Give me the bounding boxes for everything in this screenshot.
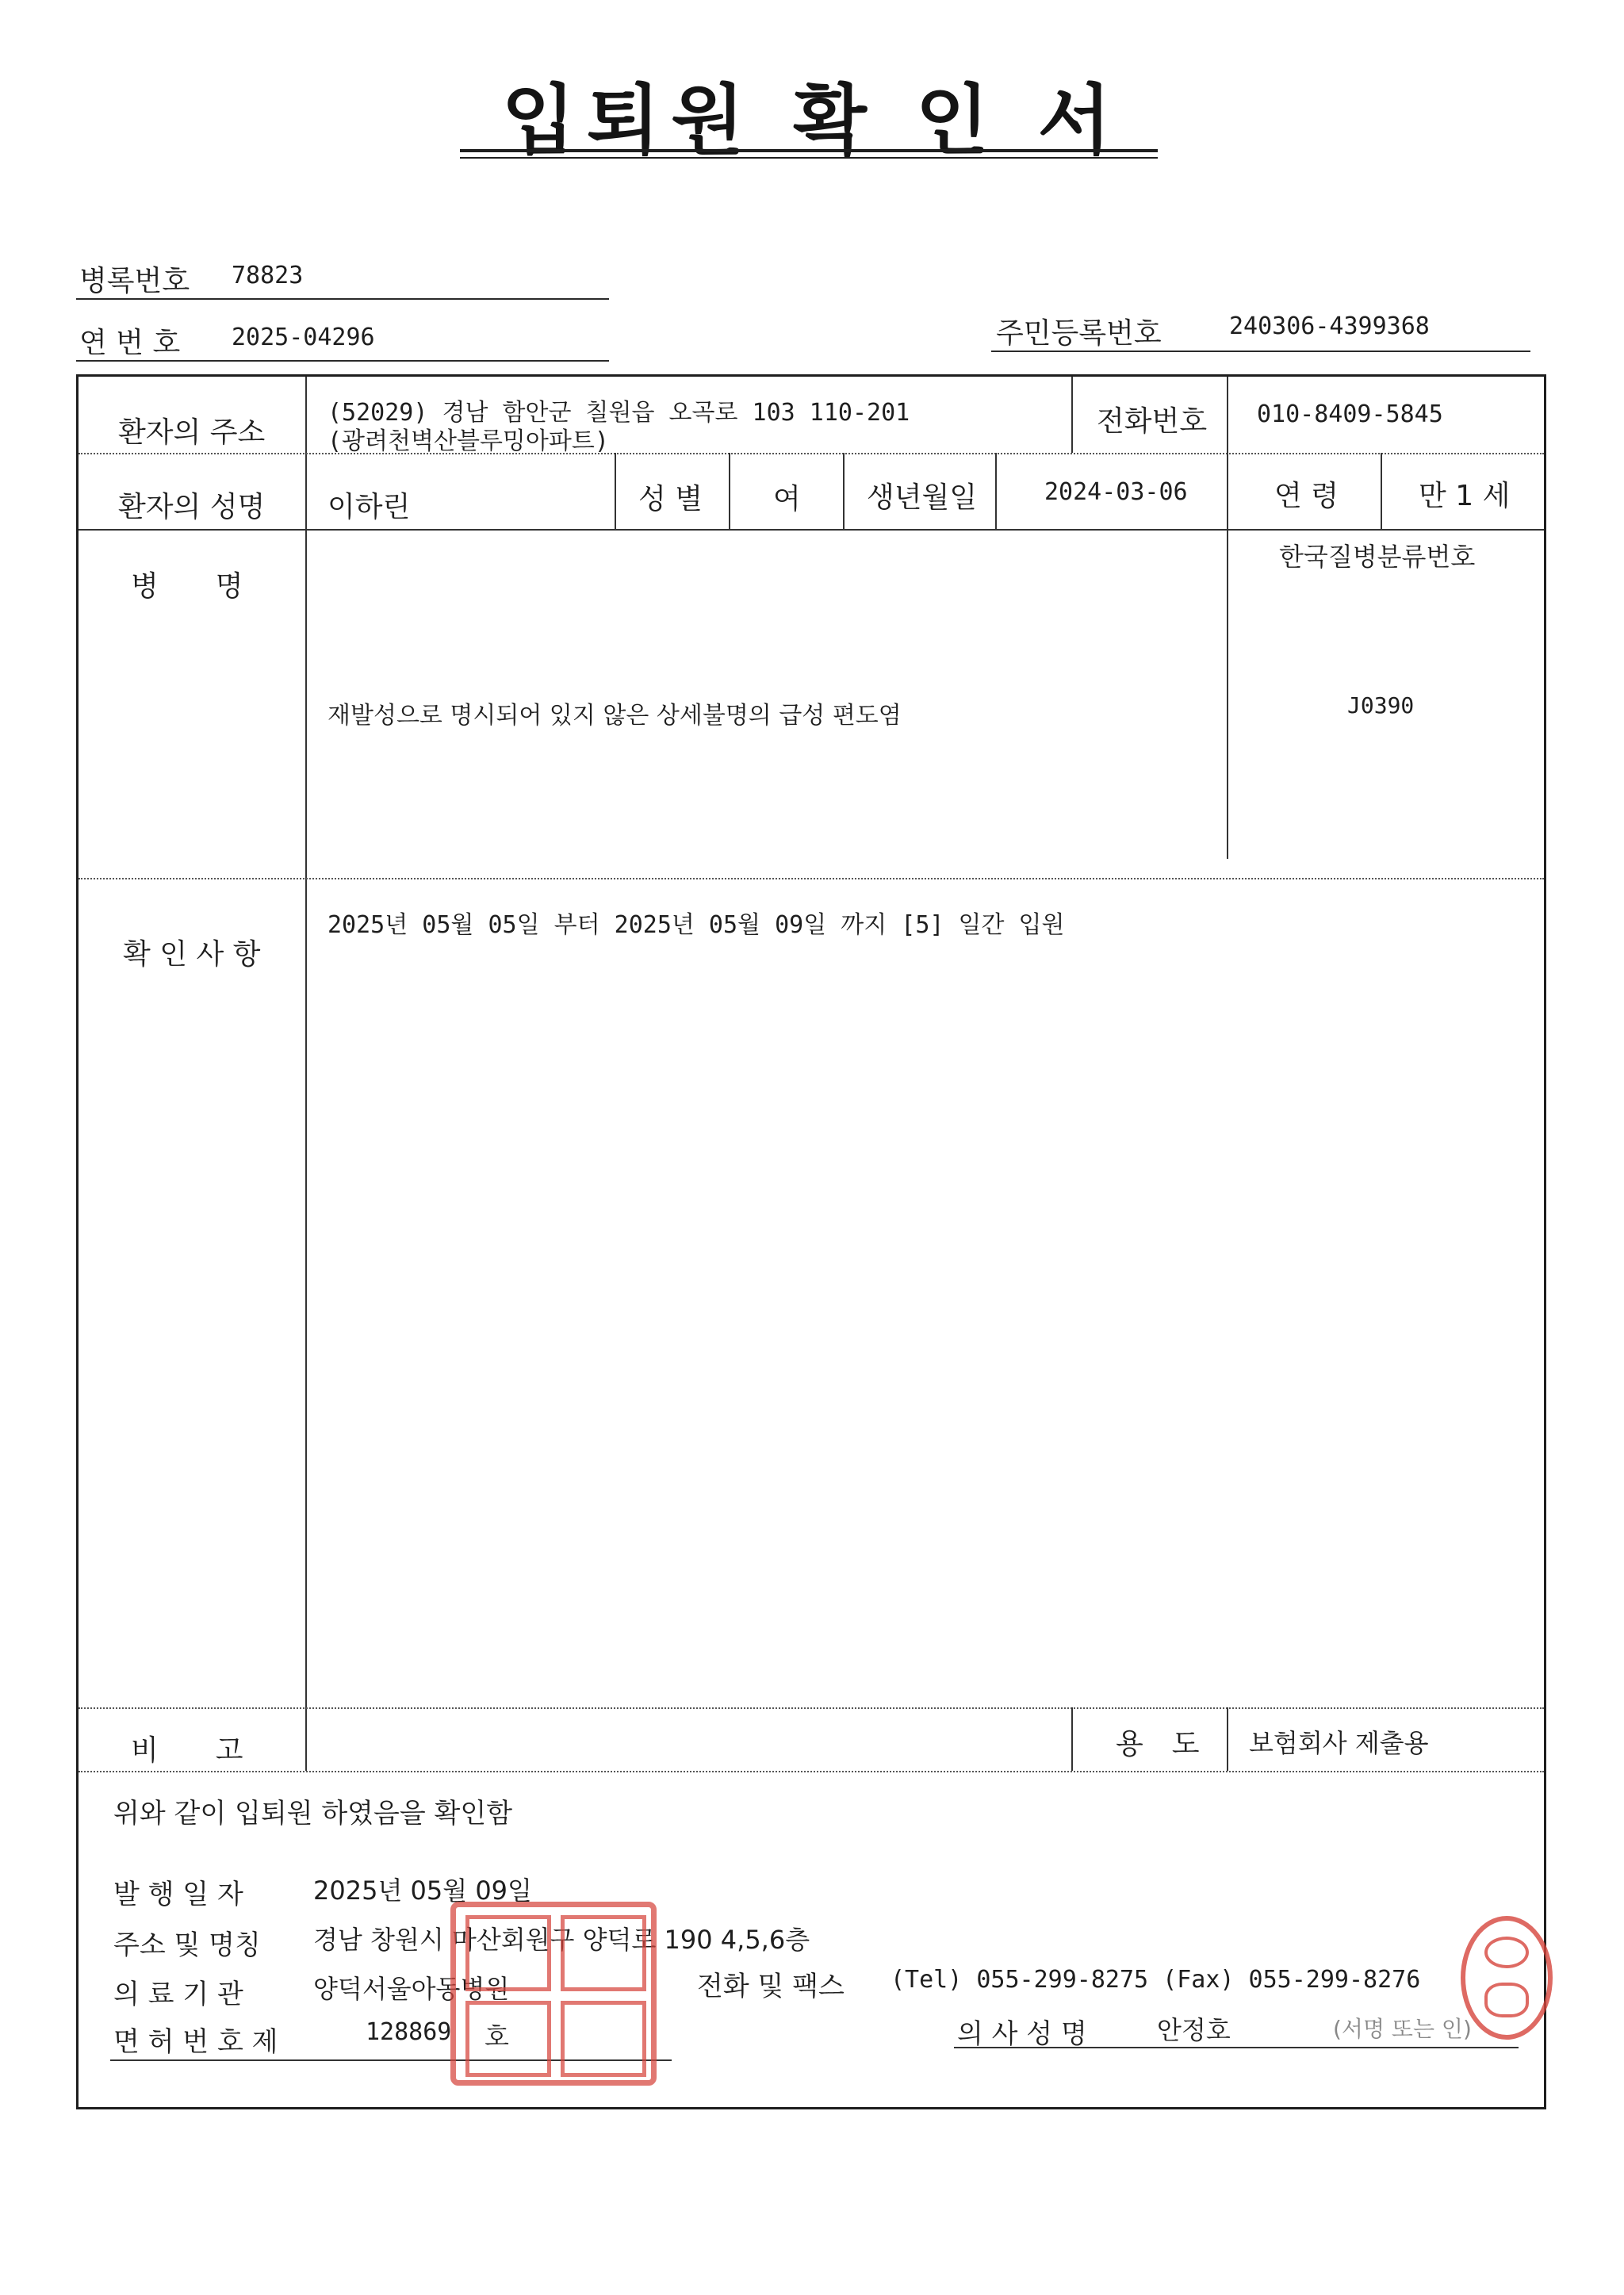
purpose-value: 보험회사 제출용 bbox=[1249, 1728, 1429, 1758]
issue-date-label: 발 행 일 자 bbox=[113, 1879, 243, 1910]
institution-address-value: 경남 창원시 마산회원구 양덕로 190 4,5,6층 bbox=[313, 1925, 810, 1955]
dob-label: 생년월일 bbox=[867, 481, 978, 514]
age-label: 연 령 bbox=[1274, 480, 1339, 512]
institution-label: 의 료 기 관 bbox=[113, 1979, 243, 2010]
issue-date-value: 2025년 05월 09일 bbox=[313, 1875, 532, 1906]
age-value: 만 1 세 bbox=[1419, 480, 1511, 512]
form-frame bbox=[76, 374, 1546, 2109]
diagnosis-description: 재발성으로 명시되어 있지 않은 상세불명의 급성 편도염 bbox=[327, 702, 902, 730]
row4-bottom bbox=[79, 1707, 1544, 1709]
doctor-rule bbox=[954, 2047, 1519, 2048]
name-value: 이하린 bbox=[327, 491, 411, 523]
rrn-label: 주민등록번호 bbox=[996, 317, 1162, 350]
phone-label: 전화번호 bbox=[1097, 405, 1208, 438]
code-divider bbox=[1227, 529, 1228, 859]
record-number-label: 병록번호 bbox=[79, 265, 190, 297]
dob-value-divider bbox=[995, 453, 997, 529]
doctor-name: 안정호 bbox=[1157, 2015, 1231, 2045]
rrn-value: 240306-4399368 bbox=[1229, 312, 1430, 340]
tel-fax-value: (Tel) 055-299-8275 (Fax) 055-299-8276 bbox=[891, 1966, 1421, 1994]
serial-number-label: 연 번 호 bbox=[79, 327, 181, 359]
hospital-seal bbox=[450, 1902, 657, 2086]
license-suffix: 호 bbox=[485, 2021, 509, 2052]
tel-fax-label: 전화 및 팩스 bbox=[697, 1971, 845, 2002]
license-value: 128869 bbox=[366, 2018, 452, 2046]
age-value-divider bbox=[1381, 453, 1382, 529]
sex-value-divider bbox=[729, 453, 730, 529]
institution-address-label: 주소 및 명칭 bbox=[113, 1929, 261, 1961]
dob-divider bbox=[843, 453, 845, 529]
document-title: 입퇴원 확 인 서 bbox=[501, 76, 1123, 165]
dob-value: 2024-03-06 bbox=[1044, 478, 1188, 506]
phone-value-divider bbox=[1227, 377, 1228, 453]
serial-number-rule bbox=[76, 360, 609, 362]
diagnosis-label: 병 명 bbox=[131, 570, 243, 603]
disease-code-value: J0390 bbox=[1347, 692, 1415, 718]
row2-bottom bbox=[79, 529, 1544, 531]
doctor-label: 의 사 성 명 bbox=[957, 2018, 1087, 2050]
phone-value: 010-8409-5845 bbox=[1257, 400, 1443, 428]
purpose-value-divider bbox=[1227, 1707, 1228, 1771]
sex-label: 성 별 bbox=[638, 483, 703, 515]
doctor-seal bbox=[1461, 1916, 1553, 2040]
remarks-label: 비 고 bbox=[131, 1734, 243, 1767]
address-label: 환자의 주소 bbox=[118, 416, 266, 449]
row5-bottom bbox=[79, 1771, 1544, 1772]
purpose-label: 용 도 bbox=[1116, 1728, 1200, 1761]
phone-divider bbox=[1071, 377, 1073, 453]
confirmation-label: 확 인 사 항 bbox=[123, 938, 261, 971]
record-number-value: 78823 bbox=[232, 262, 304, 289]
address-line1: (52029) 경남 함안군 칠원읍 오곡로 103 110-201 bbox=[327, 399, 910, 427]
disease-code-label: 한국질병분류번호 bbox=[1279, 542, 1476, 572]
title-underline bbox=[460, 149, 1158, 159]
sex-value: 여 bbox=[773, 483, 801, 515]
institution-name: 양덕서울아동병원 bbox=[313, 1974, 510, 2004]
confirmation-text: 2025년 05월 05일 부터 2025년 05월 09일 까지 [5] 일간 입원 bbox=[327, 911, 1065, 939]
signature-hint: (서명 또는 인) bbox=[1333, 2016, 1472, 2042]
sex-divider bbox=[615, 453, 616, 529]
label-column-divider bbox=[305, 377, 307, 1771]
row1-bottom bbox=[79, 453, 1544, 454]
row3-bottom bbox=[79, 878, 1544, 879]
record-number-rule bbox=[76, 298, 609, 300]
name-label: 환자의 성명 bbox=[118, 491, 266, 523]
address-line2: (광려천벽산블루밍아파트) bbox=[327, 427, 609, 455]
confirmation-statement: 위와 같이 입퇴원 하였음을 확인함 bbox=[113, 1798, 513, 1829]
license-label: 면 허 번 호 제 bbox=[113, 2026, 278, 2058]
age-divider bbox=[1227, 453, 1228, 529]
rrn-rule bbox=[991, 351, 1530, 352]
purpose-divider bbox=[1071, 1707, 1073, 1771]
serial-number-value: 2025-04296 bbox=[232, 324, 375, 351]
